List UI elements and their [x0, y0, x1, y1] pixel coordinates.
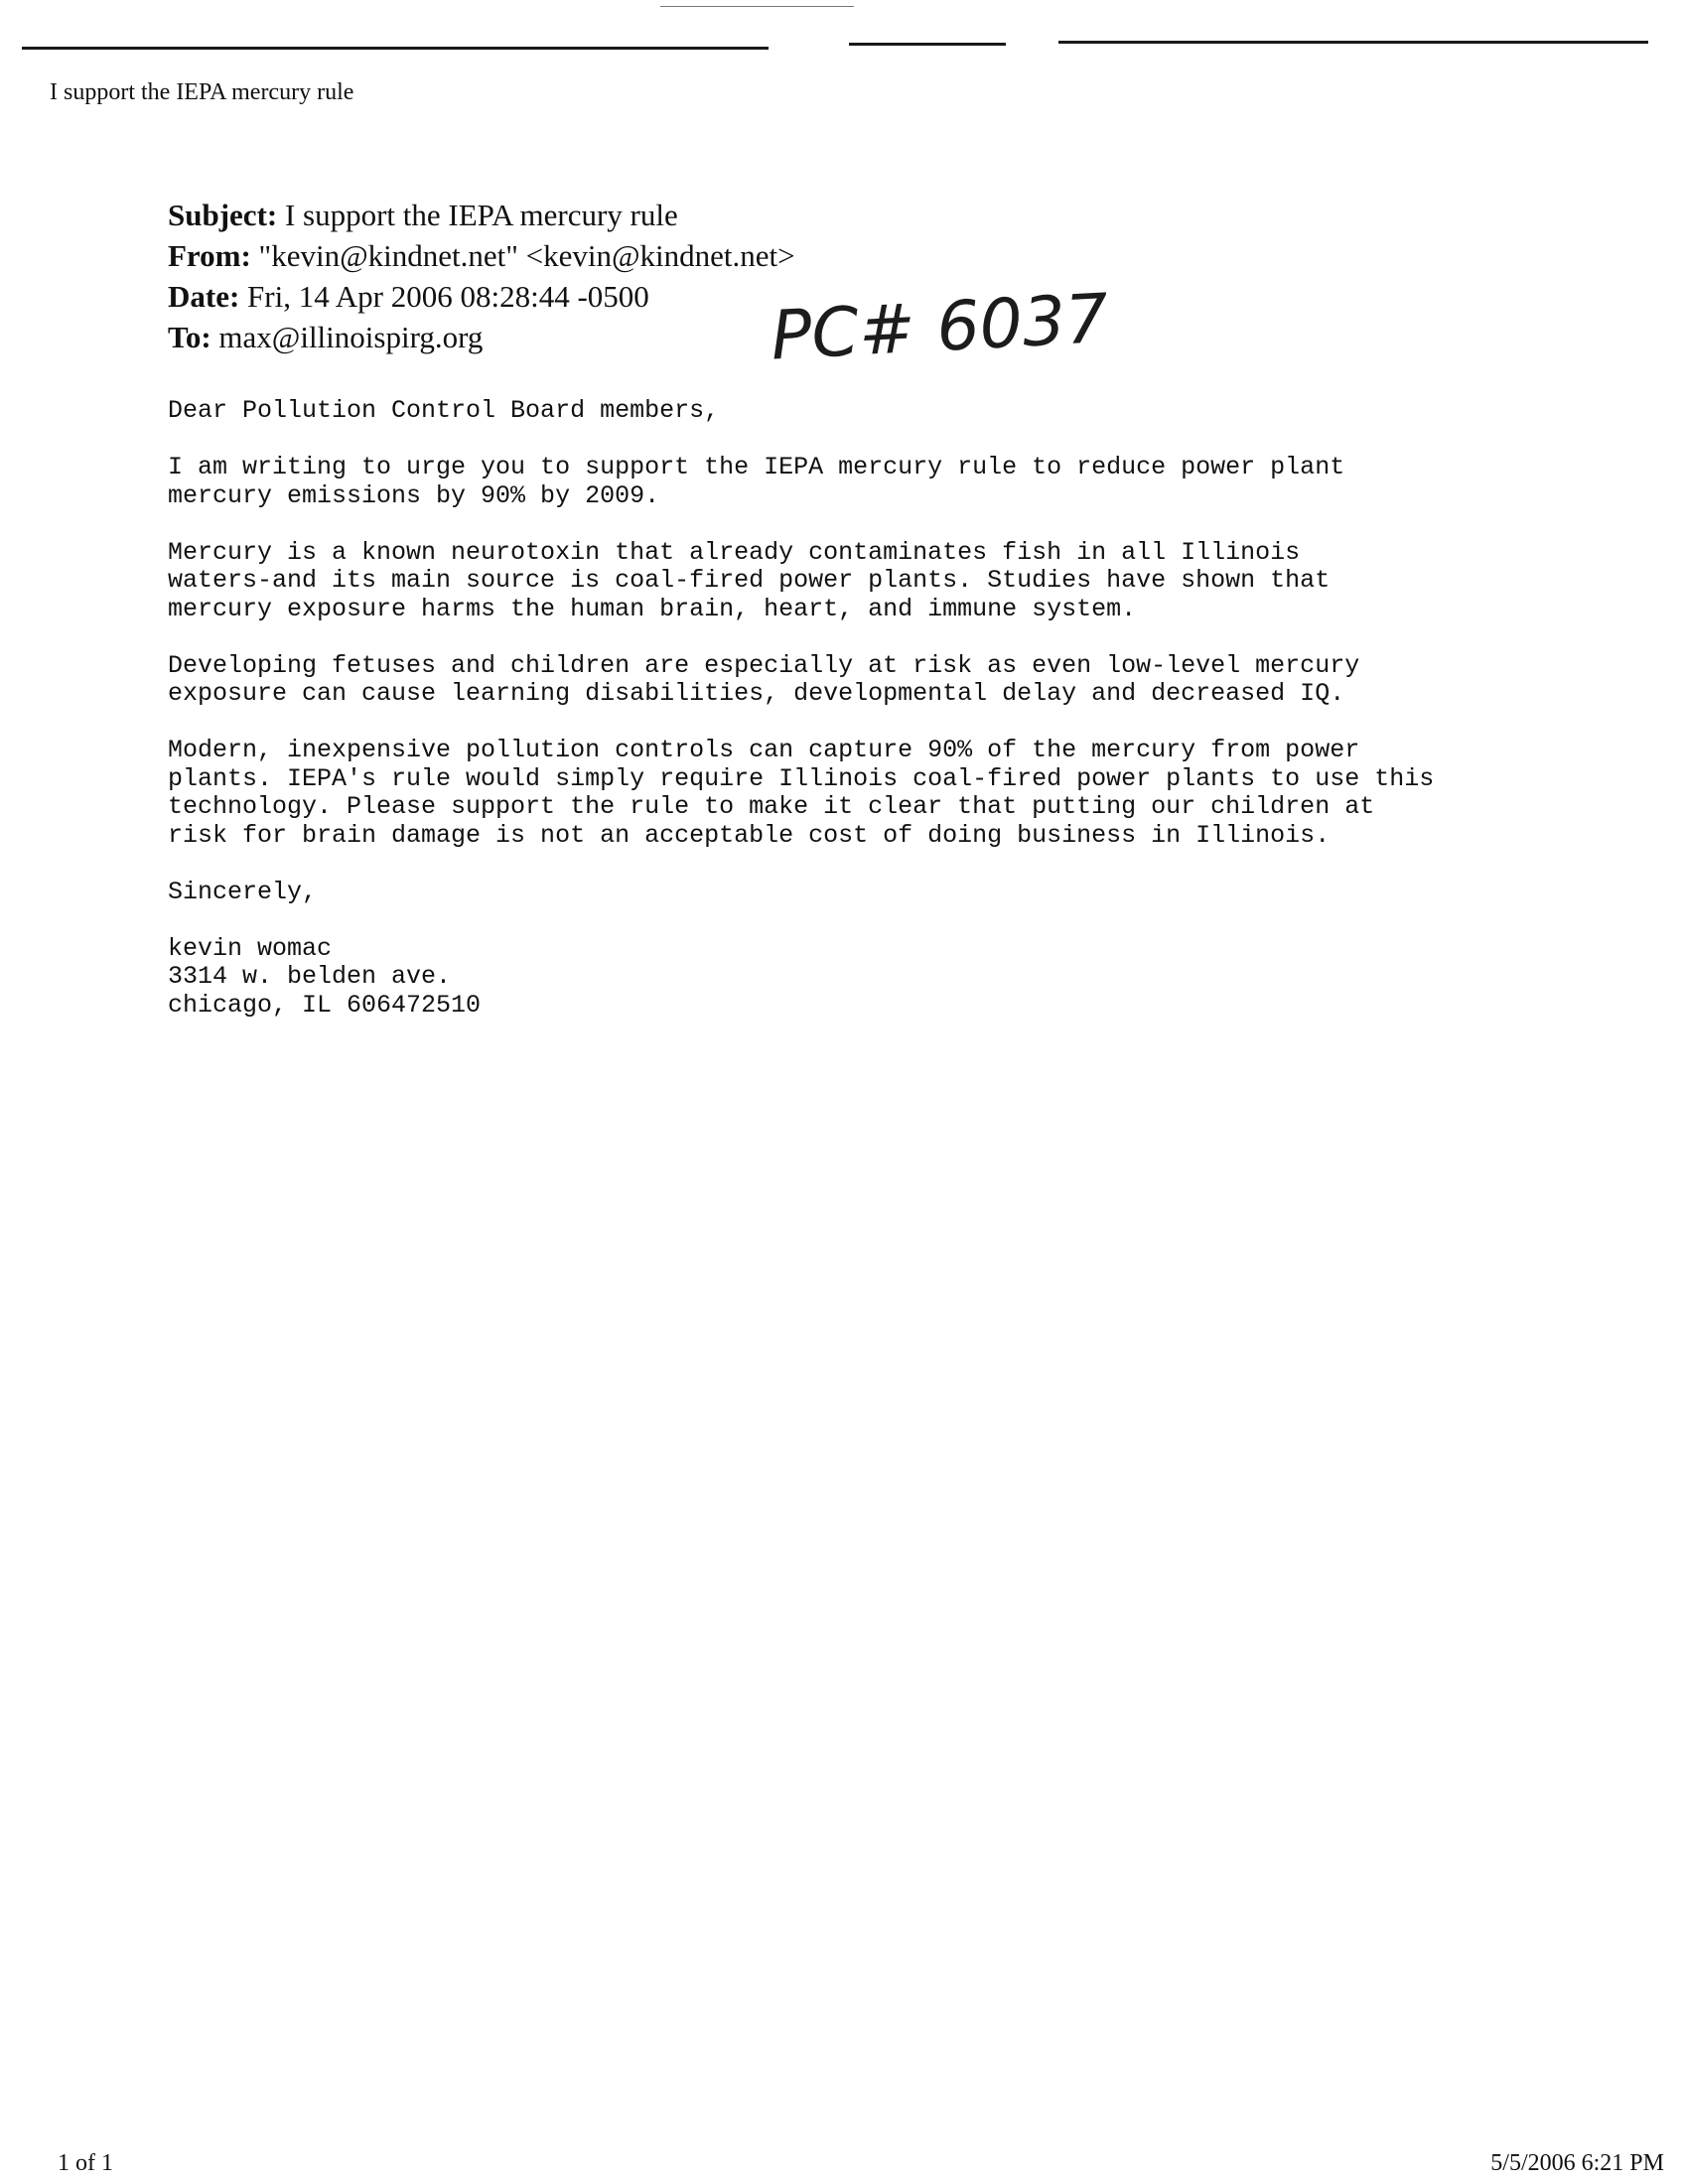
top-rule-left: [22, 47, 769, 50]
handwritten-pc-stamp: [767, 268, 1111, 377]
paragraph-1: I am writing to urge you to support the IEPA mercury rule to reduce power plant mercury emissions by 90% by 2009.: [168, 453, 1345, 510]
signature-name: kevin womac: [168, 933, 333, 963]
signature-block: [168, 935, 1657, 1021]
closing: Sincerely,: [168, 877, 318, 906]
page-header-title: I support the IEPA mercury rule: [50, 79, 354, 105]
to-value: max@illinoispirg.org: [218, 320, 484, 354]
paragraph-4: Modern, inexpensive pollution controls can capture 90% of the mercury from power plants. IEPA's rule would simply require Illinois coal-fired power plants to use this technology. Please support the rule to make it clear that putting our children at risk for brain damage is not an acceptable cost of doing business in Illinois.: [168, 736, 1435, 850]
from-label: From:: [168, 238, 251, 273]
subject-label: Subject:: [168, 198, 278, 232]
to-line: [168, 317, 795, 357]
to-label: To:: [168, 320, 211, 354]
date-value: Fri, 14 Apr 2006 08:28:44 -0500: [247, 279, 649, 314]
subject-line: [168, 195, 795, 235]
email-headers: [168, 195, 795, 357]
page-count: 1 of 1: [58, 2150, 113, 2176]
paragraph-2: Mercury is a known neurotoxin that already contaminates fish in all Illinois waters-and its main source is coal-fired power plants. Studies have shown that mercury exposure harms the human brain, heart, and immune system.: [168, 537, 1331, 623]
date-line: [168, 276, 795, 317]
paragraph-3: Developing fetuses and children are especially at risk as even low-level mercury exposure can cause learning disabilities, developmental delay and decreased IQ.: [168, 650, 1360, 708]
top-rule-right: [1058, 41, 1648, 44]
from-value: "kevin@kindnet.net" <kevin@kindnet.net>: [258, 238, 795, 273]
subject-value: I support the IEPA mercury rule: [284, 198, 678, 232]
signature-street: 3314 w. belden ave.: [168, 962, 452, 991]
salutation: Dear Pollution Control Board members,: [168, 396, 720, 425]
print-timestamp: 5/5/2006 6:21 PM: [1490, 2150, 1664, 2176]
signature-city: chicago, IL 606472510: [168, 990, 482, 1020]
pc-stamp-text: PC# 6037: [769, 279, 1111, 376]
top-rule-short: [660, 6, 854, 7]
date-label: Date:: [168, 279, 240, 314]
top-rule-middle: [849, 43, 1006, 46]
letter-body: [168, 397, 1657, 1020]
from-line: [168, 235, 795, 276]
